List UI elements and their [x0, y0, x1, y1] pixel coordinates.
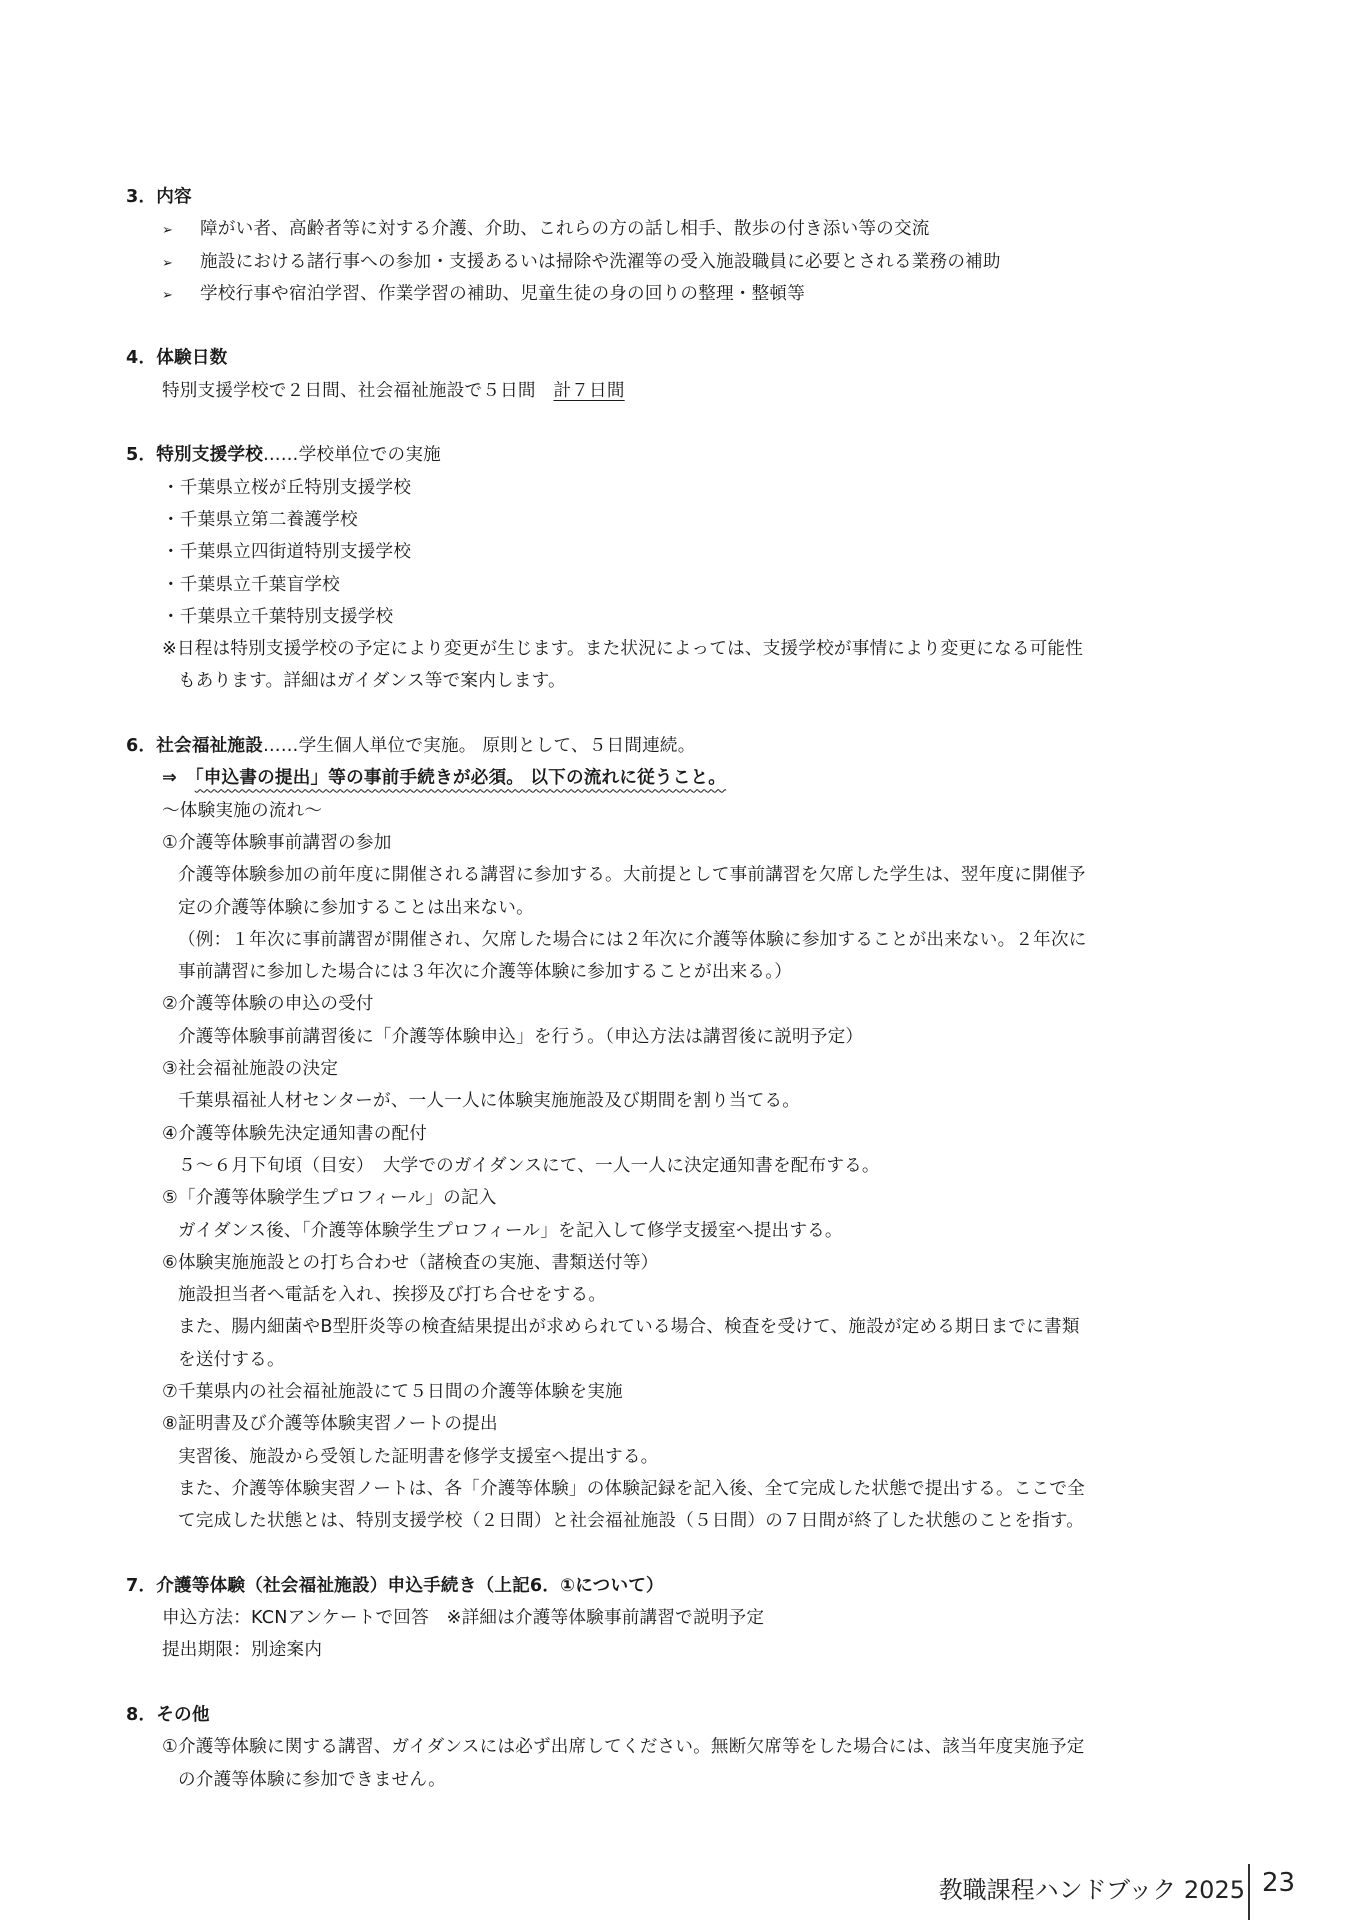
step-7-title: ⑦千葉県内の社会福祉施設にて５日間の介護等体験を実施	[162, 1381, 623, 1402]
total-days: 計７日間	[553, 380, 625, 401]
step-1-text: 介護等体験参加の前年度に開催される講習に参加する。大前提として事前講習を欠席した学生は、翌年度に開催予	[178, 865, 1086, 886]
section-6-heading: 6．社会福祉施設	[126, 736, 263, 757]
page-number: 23	[1262, 1868, 1296, 1898]
school-list-item: ・千葉県立第二養護学校	[162, 509, 358, 530]
page-footer	[0, 1864, 1358, 1920]
section-8-text: ①介護等体験に関する講習、ガイダンスには必ず出席してください。無断欠席等をした場合には、該当年度実施予定	[162, 1737, 1085, 1758]
submission-deadline: 提出期限：別途案内	[162, 1640, 323, 1661]
arrow-bullet-icon: ➢	[162, 287, 174, 303]
school-list-item: ・千葉県立千葉盲学校	[162, 574, 340, 595]
step-1-title: ①介護等体験事前講習の参加	[162, 832, 392, 853]
step-4-title: ④介護等体験先決定通知書の配付	[162, 1123, 428, 1144]
schedule-note-cont: もあります。詳細はガイダンス等で案内します。	[178, 671, 566, 692]
section-4-heading: 4．体験日数	[126, 348, 228, 369]
step-6-text: また、腸内細菌やB型肝炎等の検査結果提出が求められている場合、検査を受けて、施設が定める期日までに書類	[178, 1317, 1080, 1338]
step-2-text: 介護等体験事前講習後に「介護等体験申込」を行う。（申込方法は講習後に説明予定）	[178, 1026, 864, 1047]
step-6-text: を送付する。	[178, 1349, 285, 1370]
section-5-heading: 5．特別支援学校	[126, 445, 263, 466]
days-breakdown: 特別支援学校で２日間、社会福祉施設で５日間	[162, 380, 554, 401]
step-8-text: て完成した状態とは、特別支援学校（２日間）と社会福祉施設（５日間）の７日間が終了した状態のことを指す。	[178, 1511, 1085, 1532]
section-3-item-text: 施設における諸行事への参加・支援あるいは掃除や洗濯等の受入施設職員に必要とされる業務の補助	[200, 251, 1001, 272]
footer-divider	[1248, 1864, 1250, 1920]
arrow-bullet-icon: ➢	[162, 255, 174, 271]
arrow-bullet-icon: ➢	[162, 223, 174, 239]
step-5-text: ガイダンス後、「介護等体験学生プロフィール」を記入して修学支援室へ提出する。	[178, 1220, 843, 1241]
handbook-title: 教職課程ハンドブック 2025	[938, 1876, 1245, 1904]
school-list-item: ・千葉県立四街道特別支援学校	[162, 542, 412, 563]
notice-text: 「申込書の提出」等の事前手続きが必須。 以下の流れに従うこと。	[194, 768, 727, 789]
step-5-title: ⑤「介護等体験学生プロフィール」の記入	[162, 1188, 497, 1209]
section-3-item-text: 障がい者、高齢者等に対する介護、介助、これらの方の話し相手、散歩の付き添い等の交流	[200, 219, 930, 240]
schedule-note: ※日程は特別支援学校の予定により変更が生じます。また状況によっては、支援学校が事情により変更になる可能性	[162, 639, 1084, 660]
step-1-example: 事前講習に参加した場合には３年次に介護等体験に参加することが出来る。）	[178, 962, 792, 983]
section-5-heading-note: ……学校単位での実施	[263, 445, 441, 466]
right-arrow-icon: ⇒	[162, 768, 177, 789]
document-body	[126, 181, 1186, 1796]
section-8-heading: 8．その他	[126, 1704, 210, 1725]
section-6-heading-line	[126, 730, 1186, 762]
step-6-title: ⑥体験実施施設との打ち合わせ（諸検査の実施、書類送付等）	[162, 1252, 659, 1273]
section-4-text	[126, 375, 1186, 407]
required-procedure-notice	[126, 762, 1186, 794]
flow-title: ～体験実施の流れ～	[162, 800, 323, 821]
section-3-item	[126, 278, 1186, 310]
section-3-heading: 3．内容	[126, 187, 192, 207]
section-5-heading-line	[126, 439, 1186, 471]
step-8-text: また、介護等体験実習ノートは、各「介護等体験」の体験記録を記入後、全て完成した状態で提出する。ここで全	[178, 1478, 1085, 1499]
application-method: 申込方法：KCNアンケートで回答 ※詳細は介護等体験事前講習で説明予定	[162, 1608, 765, 1629]
step-3-title: ③社会福祉施設の決定	[162, 1059, 339, 1080]
section-3-item	[126, 213, 1186, 245]
step-6-text: 施設担当者へ電話を入れ、挨拶及び打ち合せをする。	[178, 1285, 607, 1306]
step-1-example: （例：１年次に事前講習が開催され、欠席した場合には２年次に介護等体験に参加することが出来ない。２年次に	[178, 929, 1087, 950]
school-list-item: ・千葉県立千葉特別支援学校	[162, 606, 394, 627]
section-3-item	[126, 246, 1186, 278]
section-7-heading: 7．介護等体験（社会福祉施設）申込手続き（上記6．①について）	[126, 1575, 664, 1596]
school-list-item: ・千葉県立桜が丘特別支援学校	[162, 477, 412, 498]
section-8-text-cont: の介護等体験に参加できません。	[178, 1769, 446, 1790]
step-8-title: ⑧証明書及び介護等体験実習ノートの提出	[162, 1414, 498, 1435]
step-3-text: 千葉県福祉人材センターが、一人一人に体験実施施設及び期間を割り当てる。	[178, 1091, 801, 1112]
step-2-title: ②介護等体験の申込の受付	[162, 994, 374, 1015]
step-8-text: 実習後、施設から受領した証明書を修学支援室へ提出する。	[178, 1446, 659, 1467]
section-3-item-text: 学校行事や宿泊学習、作業学習の補助、児童生徒の身の回りの整理・整頓等	[200, 283, 805, 304]
step-4-text: ５～６月下旬頃（目安） 大学でのガイダンスにて、一人一人に決定通知書を配布する。	[178, 1155, 880, 1176]
section-6-heading-note: ……学生個人単位で実施。 原則として、５日間連続。	[263, 736, 696, 757]
step-1-text: 定の介護等体験に参加することは出来ない。	[178, 897, 534, 918]
